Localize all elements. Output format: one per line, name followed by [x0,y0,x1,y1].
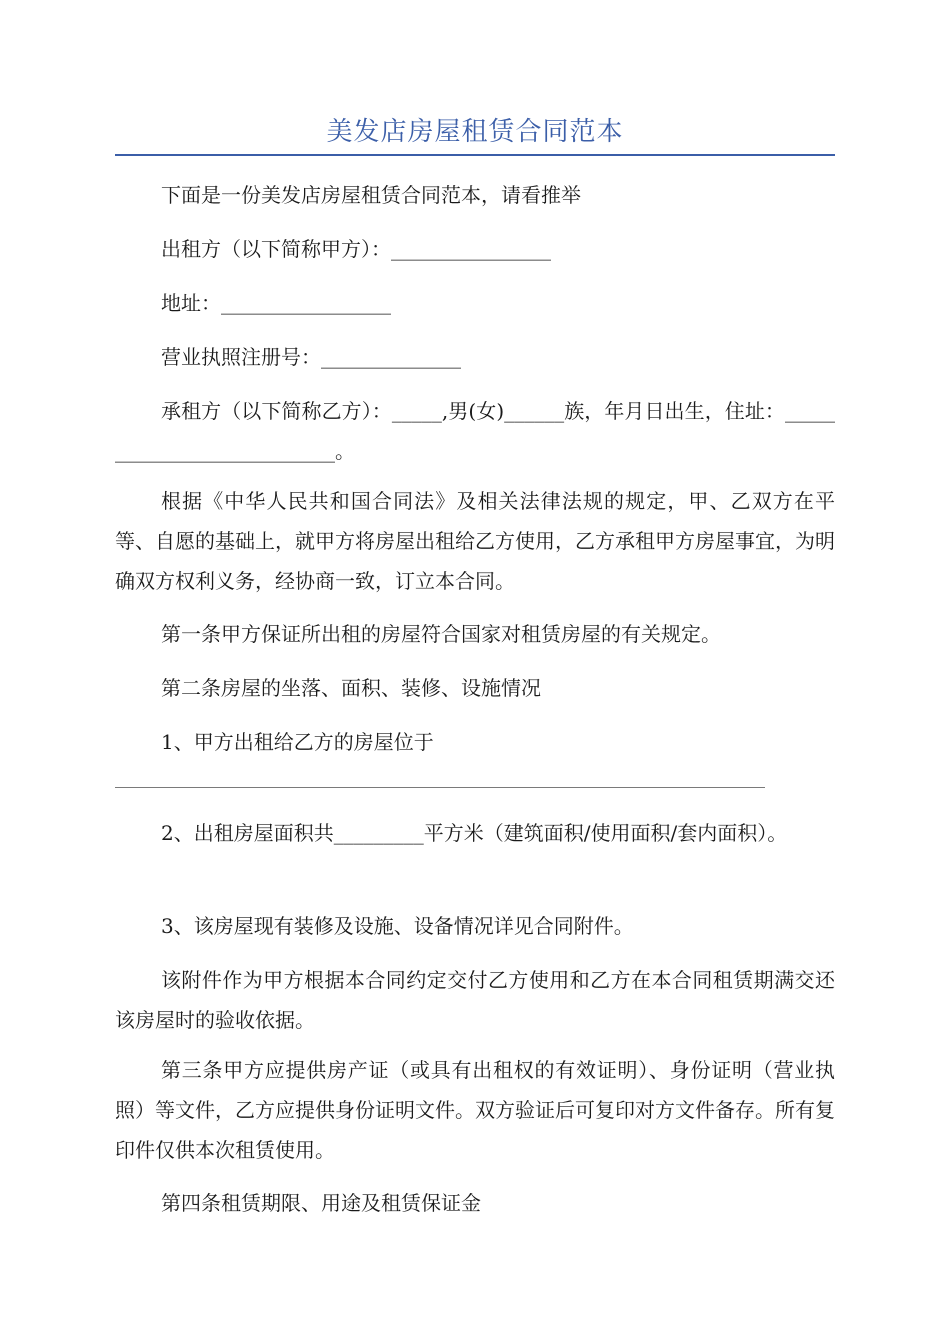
article-4-heading: 第四条租赁期限、用途及租赁保证金 [161,1191,481,1215]
title-underline [115,154,835,156]
intro-paragraph: 下面是一份美发店房屋租赁合同范本，请看推举 [161,183,581,207]
article-1: 第一条甲方保证所出租的房屋符合国家对租赁房屋的有关规定。 [161,622,721,646]
lessor-line: 出租方（以下简称甲方）：________________ [161,237,551,261]
article-3: 第三条甲方应提供房产证（或具有出租权的有效证明）、身份证明（营业执照）等文件，乙方应提供身份证明文件。双方验证后可复印对方文件备存。所有复印件仅供本次租赁使用。 [115,1058,835,1162]
document-title: 美发店房屋租赁合同范本 [326,117,624,147]
lessee-paragraph: 承租方（以下简称乙方）：_____,男(女)______族，年月日出生，住址：___________________________。 [115,399,835,463]
legal-basis-paragraph: 根据《中华人民共和国合同法》及相关法律法规的规定，甲、乙双方在平等、自愿的基础上，就甲方将房屋出租给乙方使用，乙方承租甲方房屋事宜，为明确双方权利义务，经协商一致，订立本合同。 [115,489,835,593]
article-2-item-2: 2、出租房屋面积共_________平方米（建筑面积/使用面积/套内面积）。 [161,821,788,845]
article-2-item-1: 1、甲方出租给乙方的房屋位于 [161,730,434,754]
business-license-line: 营业执照注册号：______________ [161,345,461,369]
address-line: 地址：_________________ [161,291,391,315]
address-blank-line [115,787,765,788]
attachment-paragraph: 该附件作为甲方根据本合同约定交付乙方使用和乙方在本合同租赁期满交还该房屋时的验收依据。 [115,968,835,1032]
article-2-item-3: 3、该房屋现有装修及设施、设备情况详见合同附件。 [161,914,634,938]
article-2-heading: 第二条房屋的坐落、面积、装修、设施情况 [161,676,541,700]
